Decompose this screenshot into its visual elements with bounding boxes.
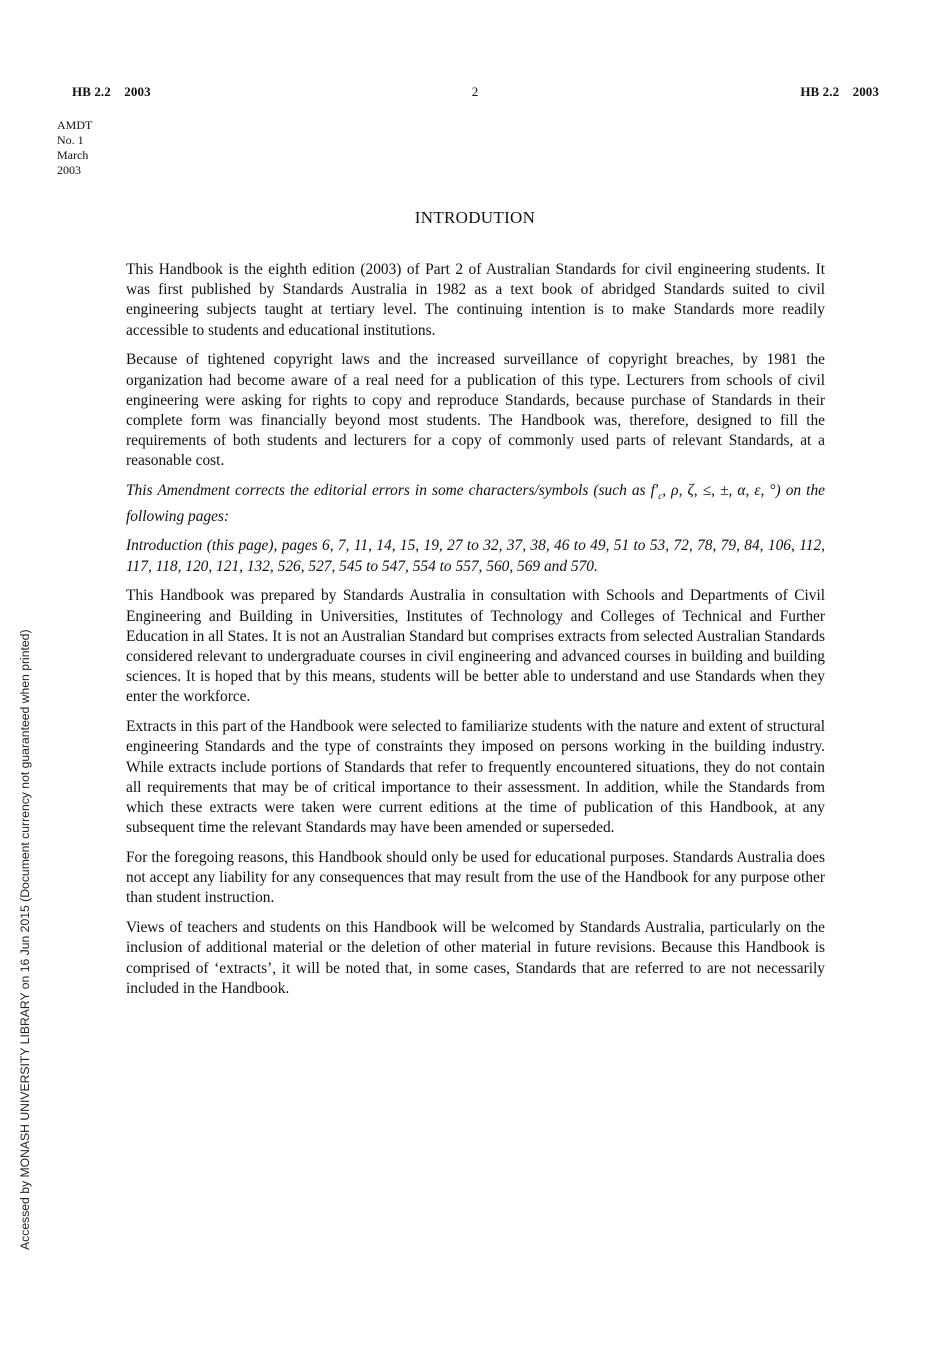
paragraph-copyright: Because of tightened copyright laws and the increased surveillance of copyright breaches, by 1981 the organization had become aware of a real need for a publication of this type. Lecturers from schools of civil engineering were asking for rights to copy and reproduce Standards, because purchase of Standards in their complete form was financially beyond most students. The Handbook was, therefore, designed to fill the requirements of both students and lecturers for a copy of commonly used parts of relevant Standards, at a reasonable cost. [126, 351, 825, 470]
amendment-text-after: , ρ, ζ, ≤, ±, α, ε, °) on the following pages: [126, 482, 825, 525]
header-page-number: 2 [471, 84, 479, 99]
paragraph-amendment [126, 481, 825, 526]
header-document-code-right: HB 2.2 2003 [800, 84, 879, 99]
header-document-code-left: HB 2.2 2003 [72, 84, 151, 99]
paragraph-feedback: Views of teachers and students on this Handbook will be welcomed by Standards Australia, particularly on the inclusion of additional material or the deletion of other material in future revisions. Because this Handbook is comprised of ‘extracts’, it will be noted that, in some cases, Standards that are referred to are not necessarily included in the Handbook. [126, 919, 825, 997]
paragraph-preparation: This Handbook was prepared by Standards Australia in consultation with Schools and Departments of Civil Engineering and Building in Universities, Institutes of Technology and Colleges of Technical and Further Education in all States. It is not an Australian Standard but comprises extracts from selected Australian Standards considered relevant to undergraduate courses in civil engineering and advanced courses in building and building sciences. It is hoped that by this means, students will be better able to understand and use Standards when they enter the workforce. [126, 587, 825, 706]
access-watermark: Accessed by MONASH UNIVERSITY LIBRARY on 16 Jun 2015 (Document currency not guaranteed when printed) [18, 629, 32, 1250]
amendment-line: AMDT [57, 118, 93, 132]
amendment-note [57, 118, 92, 178]
amendment-line: No. 1 [57, 133, 84, 147]
amendment-text-before: This Amendment corrects the editorial errors in some characters/symbols (such as [126, 482, 651, 500]
paragraph-extracts: Extracts in this part of the Handbook were selected to familiarize students with the nature and extent of structural engineering Standards and the type of constraints they imposed on persons working in the building industry. While extracts include portions of Standards that refer to frequently encountered situations, they do not contain all requirements that may be of critical importance to their assessment. In addition, while the Standards from which these extracts were taken were current editions at the time of publication of this Handbook, at any subsequent time the relevant Standards may have been amended or superseded. [126, 718, 825, 837]
amendment-line: 2003 [57, 163, 81, 177]
amendment-symbol: f′ [650, 482, 659, 500]
paragraph-pages-list: Introduction (this page), pages 6, 7, 11, 14, 15, 19, 27 to 32, 37, 38, 46 to 49, 51 to 53, 72, 78, 79, 84, 106, 112, 117, 118, 120, 121, 132, 526, 527, 545 to 547, 554 to 557, 560, 569 and 570. [126, 537, 825, 575]
page-title: INTRODUTION [414, 208, 536, 227]
paragraph-usage: For the foregoing reasons, this Handbook should only be used for educational purposes. Standards Australia does not accept any liability for any consequences that may result from the use of the Handbook for any purpose other than student instruction. [126, 848, 825, 907]
amendment-line: March [57, 148, 89, 162]
document-body [126, 260, 825, 1009]
amendment-symbol-subscript: c [658, 491, 663, 502]
paragraph-edition: This Handbook is the eighth edition (2003) of Part 2 of Australian Standards for civil engineering students. It was first published by Standards Australia in 1982 as a text book of abridged Standards suited to civil engineering subjects taught at tertiary level. The continuing intention is to make Standards more readily accessible to students and educational institutions. [126, 261, 825, 339]
